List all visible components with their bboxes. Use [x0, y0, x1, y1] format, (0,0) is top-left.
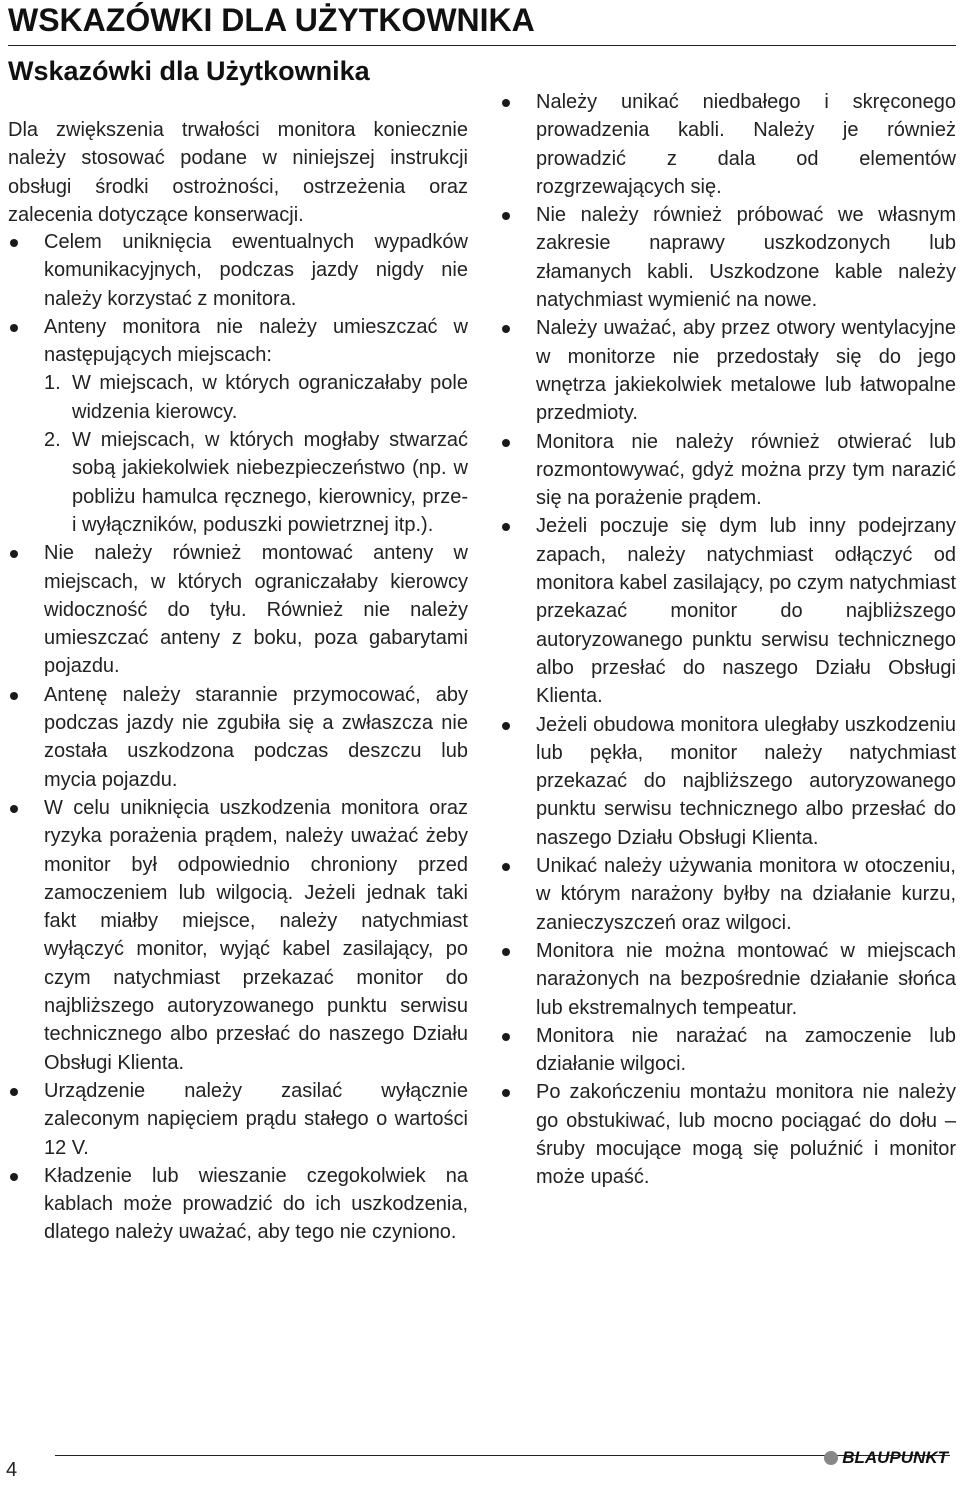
list-item	[500, 201, 956, 314]
list-item	[8, 794, 468, 1077]
left-column	[8, 228, 468, 1247]
page-number: 4	[6, 1459, 18, 1481]
left-bullet-list	[8, 228, 468, 1247]
list-item	[500, 937, 956, 1022]
intro-paragraph: Dla zwiększenia trwałości monitora koniecznie należy stosować podane w niniejszej instrukcji obsługi środki ostrożności, ostrzeżenia oraz zalecenia dotyczące konserwacji.	[8, 119, 468, 226]
list-item	[8, 539, 468, 680]
footer-divider	[55, 1455, 950, 1456]
list-item	[8, 1162, 468, 1247]
list-item-text: Jeżeli poczuje się dym lub inny podejrzany zapach, należy natychmiast odłączyć od monitora kabel zasilający, po czym natychmiast przekazać monitor do najbliższego autoryzowanego punktu serwisu technicznego albo przesłać do naszego Działu Obsługi Klienta.	[536, 515, 956, 708]
list-item	[8, 228, 468, 313]
list-item	[500, 512, 956, 710]
item-number: 2.	[44, 429, 61, 452]
list-item-text: Urządzenie należy zasilać wyłącznie zaleconym napięciem prądu stałego o wartości 12 V.	[44, 1079, 468, 1159]
list-item-text: Jeżeli obudowa monitora uległaby uszkodzeniu lub pękła, monitor należy natychmiast przekazać do najbliższego autoryzowanego punktu serwisu technicznego albo przesłać do naszego Działu Obsługi Klienta.	[536, 713, 956, 849]
list-item-text: Nie należy również próbować we własnym zakresie naprawy uszkodzonych lub złamanych kabli. Uszkodzone kable należy natychmiast wymienić na nowe.	[536, 204, 956, 312]
item-number: 1.	[44, 372, 61, 395]
brand-logo-text: BLAUPUNKT	[842, 1448, 948, 1467]
list-item-text: Antenę należy starannie przymocować, aby podczas jazdy nie zgubiła się a zwłaszcza nie została uszkodzona podczas deszczu lub mycia pojazdu.	[44, 683, 468, 791]
list-item-text: Unikać należy używania monitora w otoczeniu, w którym narażony byłby na działanie kurzu, zanieczyszczeń oraz wilgoci.	[536, 855, 956, 934]
list-item-text: Celem uniknięcia ewentualnych wypadków komunikacyjnych, podczas jazdy nigdy nie należy korzystać z monitora.	[44, 231, 468, 310]
right-column	[500, 88, 956, 1192]
list-item	[500, 428, 956, 513]
header-divider	[8, 45, 956, 46]
list-item	[500, 88, 956, 201]
list-item	[8, 1077, 468, 1162]
list-item-text: Należy unikać niedbałego i skręconego prowadzenia kabli. Należy je również prowadzić z dala od elementów rozgrzewających się.	[536, 91, 956, 198]
numbered-item	[44, 369, 468, 426]
list-item	[500, 1078, 956, 1191]
list-item-text: Monitora nie należy również otwierać lub rozmontowywać, gdyż można przy tym narazić się na porażenie prądem.	[536, 430, 956, 510]
list-item-text: Anteny monitora nie należy umieszczać w następujących miejscach:	[44, 315, 468, 367]
list-item-text: Monitora nie można montować w miejscach narażonych na bezpośrednie działanie słońca lub ekstremalnych tempeatur.	[536, 939, 956, 1019]
page-header-title: WSKAZÓWKI DLA UŻYTKOWNIKA	[8, 2, 535, 38]
brand-logo	[824, 1448, 948, 1468]
list-item-text: W celu uniknięcia uszkodzenia monitora oraz ryzyka porażenia prądem, należy uważać żeby monitor był odpowiednio chroniony przed zamoczeniem lub wilgocią. Jeżeli jednak taki fakt miałby miejsce, należy natychmiast wyłączyć monitor, wyjąć kabel zasilający, po czym natychmiast przekazać monitor do najbliższego autoryzowanego punktu serwisu technicznego albo przesłać do naszego Działu Obsługi Klienta.	[44, 796, 468, 1074]
list-item-text: Nie należy również montować anteny w miejscach, w których ograniczałaby kierowcy widoczność do tyłu. Również nie należy umieszczać anteny z boku, poza gabarytami pojazdu.	[44, 542, 468, 678]
list-item-text: Należy uważać, aby przez otwory wentylacyjne w monitorze nie przedostały się do jego wnętrza jakiekolwiek metalowe lub łatwopalne przedmioty.	[536, 317, 956, 425]
list-item-text: Kładzenie lub wieszanie czegokolwiek na kablach może prowadzić do ich uszkodzenia, dlatego należy uważać, aby tego nie czyniono.	[44, 1164, 468, 1244]
numbered-item-text: W miejscach, w których ograniczałaby pole widzenia kierowcy.	[72, 372, 468, 423]
list-item	[500, 711, 956, 852]
numbered-item-text: W miejscach, w których mogłaby stwarzać sobą jakiekolwiek niebezpieczeństwo (np. w pobliżu hamulca ręcznego, kierownicy, prze- i wyłączników, poduszki powietrznej itp.).	[72, 429, 468, 536]
numbered-item	[44, 426, 468, 539]
list-item	[8, 681, 468, 794]
list-item-text: Po zakończeniu montażu monitora nie należy go obstukiwać, lub mocno pociągać do dołu – śruby mocujące mogą się poluźnić i monitor może upaść.	[536, 1081, 956, 1189]
list-item	[8, 313, 468, 539]
list-item	[500, 1022, 956, 1079]
list-item	[500, 852, 956, 937]
logo-dot-icon	[824, 1451, 838, 1465]
section-title: Wskazówki dla Użytkownika	[8, 56, 370, 86]
list-item-text: Monitora nie narażać na zamoczenie lub działanie wilgoci.	[536, 1024, 956, 1076]
right-bullet-list	[500, 88, 956, 1192]
numbered-sublist	[44, 369, 468, 539]
list-item	[500, 314, 956, 427]
